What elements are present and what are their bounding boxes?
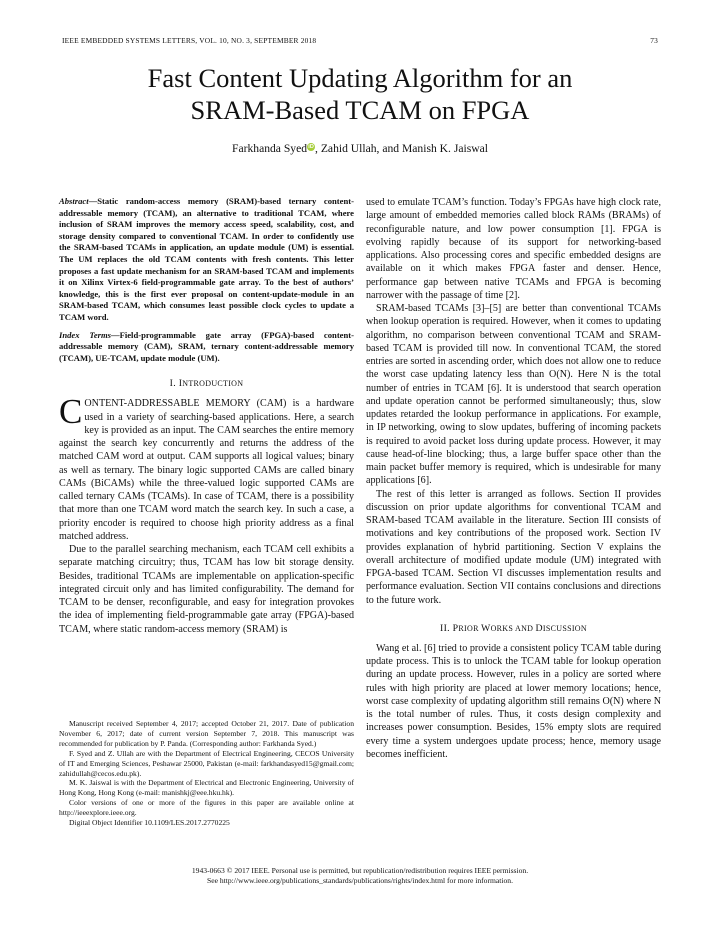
index-terms-lead: Index Terms	[59, 329, 112, 340]
left-column	[59, 196, 354, 636]
footnote-affiliation-2: M. K. Jaiswal is with the Department of Electrical and Electronic Engineering, University of Hong Kong, Hong Kong (e-mail: manishkj@eee.hku.hk).	[59, 778, 354, 798]
abstract	[59, 196, 354, 324]
title-line-1: Fast Content Updating Algorithm for an	[147, 63, 573, 93]
abstract-lead: Abstract	[59, 196, 89, 206]
copyright-line-1: 1943-0663 © 2017 IEEE. Personal use is permitted, but republication/redistribution requires IEEE permission.	[191, 866, 529, 875]
right-column	[366, 196, 661, 761]
copyright-line-2: See http://www.ieee.org/publications_standards/publications/rights/index.html for more information.	[206, 876, 513, 885]
intro-body-right	[366, 196, 661, 607]
author-first: Farkhanda Syed	[232, 142, 308, 155]
intro-body-left	[59, 392, 354, 636]
prior-works-body	[366, 642, 661, 761]
copyright-notice	[60, 866, 660, 886]
drop-cap: C	[59, 392, 83, 432]
intro-paragraph-5: The rest of this letter is arranged as follows. Section II provides discussion on prior update algorithms for conventional TCAM and SRAM-based TCAM available in the literature. Section III consists of motivations and key contributions of the proposed work. Section IV provides explanation of hybrid partitioning. Section V explains the overall architecture of modified update module (UM) integrated with FPGA-based TCAM. Section VI discusses implementation results and performance evaluation. Section VII contains conclusions and directions to the future work.	[366, 488, 661, 606]
orcid-icon[interactable]: iD	[308, 144, 314, 150]
footnotes	[59, 719, 354, 828]
running-header	[62, 36, 658, 48]
author-list	[60, 142, 660, 155]
abstract-text: —Static random-access memory (SRAM)-based ternary content-addressable memory (TCAM), an alternative to traditional TCAM, where inclusion of SRAM improves the memory access speed, scalability, cost, and storage density compared to conventional TCAM. In order to confidently use the SRAM-based TCAMs in application, an update module (UM) is essential. The UM replaces the old TCAM contents with fresh contents. This letter proposes a fast update mechanism for an SRAM-based TCAM and implements it on Xilinx Virtex-6 field-programmable gate array. To the best of authors’ knowledge, this is the first ever proposal on content-update-module in an SRAM-based TCAM, which consumes least possible clock cycles to update a TCAM word.	[59, 196, 354, 322]
index-terms	[59, 330, 354, 365]
intro-paragraph-4: SRAM-based TCAMs [3]–[5] are better than conventional TCAMs when lookup operation is required. However, when it comes to updating algorithm, no comparison between conventional TCAM and SRAM-based TCAM is provided till now. In conventional TCAM, the stored entries are sorted in ascending order, which does not allow one to reduce the worst case updating latency less than O(N). Here N is the total number of entries in TCAM [6]. It is understood that search operation and update operation cannot be performed simultaneously; thus, slow updates retarded the lookup performance in applications. For example, in IP networking, owing to slow updates, buffering of incoming packets is required to avoid packet loss during update process. However, it may cause head-of-line blocking; thus, a large buffer space other than the main packet buffer memory is required, which is undesirable for many applications [6].	[366, 303, 661, 487]
page-number: 73	[650, 36, 658, 45]
intro-paragraph-2: Due to the parallel searching mechanism, each TCAM cell exhibits a separate matching circuitry; thus, TCAM has low bit storage density. Besides, traditional TCAMs are implementable on application-specific integrated circuit only and has limited configurability. The demand for TCAM to be denser, reconfigurable, and easy for integration provokes the idea of implementing field-programmable gate array (FPGA)-based TCAM, where static random-access memory (SRAM) is	[59, 544, 354, 635]
author-rest: , Zahid Ullah, and Manish K. Jaiswal	[315, 142, 488, 155]
title-line-2: SRAM-Based TCAM on FPGA	[190, 95, 530, 125]
intro-paragraph-1: CONTENT-ADDRESSABLE MEMORY (CAM) is a hardware used in a variety of searching-based applications. Here, a search key is provided as an input. The CAM searches the entire memory against the search key concurrently and returns the address of the matched CAM word at output. CAM supports all logical values; binary as well as ternary. The binary logic supported CAMs are called binary CAMs (BiCAMs) while the three-valued logic supported CAMs are called ternary CAMs (TCAMs). In case of TCAM, there is a possibility that more than one TCAM word match the search key. In such a case, a priority encoder is required to choose high priority address as a final matched address.	[59, 392, 354, 542]
footnote-affiliation-1: F. Syed and Z. Ullah are with the Department of Electrical Engineering, CECOS University of IT and Emerging Sciences, Peshawar 25000, Pakistan (e-mail: farkhandasyed15@gmail.com; zahidullah@cecos.edu.pk).	[59, 748, 354, 778]
footnote-manuscript: Manuscript received September 4, 2017; accepted October 21, 2017. Date of publication November 6, 2017; date of current version September 7, 2018. This manuscript was recommended for publication by P. Panda. (Corresponding author: Farkhanda Syed.)	[59, 719, 354, 748]
intro-paragraph-3: used to emulate TCAM’s function. Today’s FPGAs have high clock rate, large amount of embedded memories called block RAMs (BRAMs) of reconfigurable nature, and low power consumption [1]. FPGA is evolving rapidly because of its support for networking-based applications. Also processing cores and specific embedded designs are available on it which makes FPGA faster and denser. Hence, performance gap between native TCAMs and FPGA is becoming narrower with the passage of time [2].	[366, 197, 661, 301]
index-terms-text: —Field-programmable gate array (FPGA)-based content-addressable memory (CAM), SRAM, ternary content-addressable memory (TCAM), UE-TCAM, update module (UM).	[59, 329, 354, 363]
paper-title	[60, 62, 660, 126]
section-heading-prior-works: II. PRIOR WORKS AND DISCUSSION	[440, 622, 587, 634]
prior-works-paragraph-1: Wang et al. [6] tried to provide a consistent policy TCAM table during update process. This is to unlock the TCAM table for lookup operation during an update process. However, rules in a policy are sorted where rules with high priority are placed at lower memory locations; hence, worst case complexity of updating algorithm still remains O(N) where N is the total number of rules. Thus, it costs design complexity and increases power consumption. Besides, 15% empty slots are required every time a system undergoes update process; hence, memory usage becomes inefficient.	[366, 642, 661, 760]
section-heading-introduction: I. INTRODUCTION	[169, 378, 244, 390]
footnote-doi: Digital Object Identifier 10.1109/LES.2017.2770225	[69, 818, 230, 828]
footnote-color: Color versions of one or more of the figures in this paper are available online at http://ieeexplore.ieee.org.	[59, 798, 354, 818]
journal-name: IEEE EMBEDDED SYSTEMS LETTERS, VOL. 10, NO. 3, SEPTEMBER 2018	[62, 36, 317, 45]
